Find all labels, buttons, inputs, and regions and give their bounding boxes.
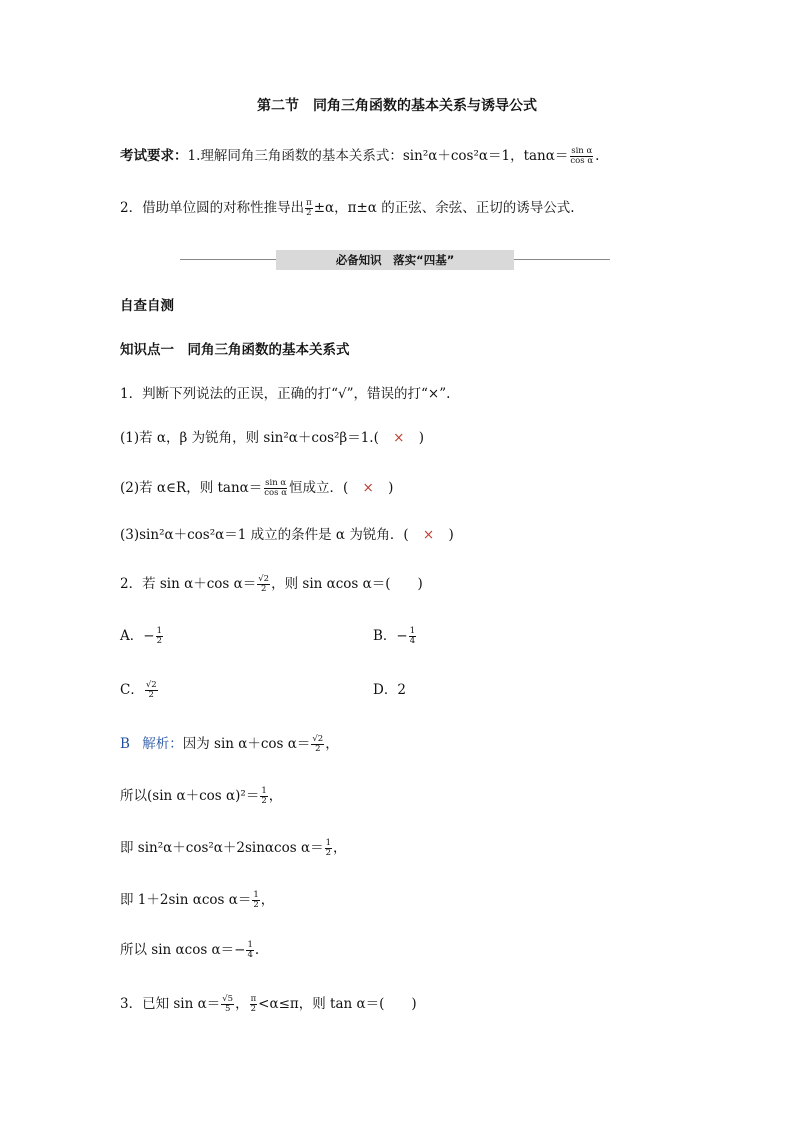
fraction: $\frac{1}{2}$ xyxy=(253,890,259,910)
question-2-options-row-1 xyxy=(120,626,164,646)
solution-line-2: 所以(sin α＋cos α)²＝ $\frac{1}{2}$ ， xyxy=(120,786,283,806)
solution-label: 解析： xyxy=(142,736,183,752)
wrong-mark: × xyxy=(393,430,405,446)
page-title: 第二节 同角三角函数的基本关系与诱导公式 xyxy=(257,98,537,114)
fraction: $\frac{√2}{2}$ xyxy=(258,574,270,594)
question-2-stem: 2．若 sin α＋cos α＝ $\frac{√2}{2}$ ，则 sin αcos α＝( ) xyxy=(120,574,423,594)
exam-requirement-2: 2．借助单位圆的对称性推导出 $\frac{\pi}{2}$ ±α，π±α 的正弦、余弦、正切的诱导公式. xyxy=(120,198,575,218)
question-1-statement-3: (3)sin²α＋cos²α＝1 成立的条件是 α 为锐角．( × ) xyxy=(120,527,454,543)
option-a: A．− $\frac{1}{2}$ xyxy=(120,626,162,646)
solution-line-1: B 解析：因为 sin α＋cos α＝ $\frac{√2}{2}$ ， xyxy=(120,734,339,754)
requirement-item1: 1.理解同角三角函数的基本关系式：sin²α＋cos²α＝1，tanα＝ xyxy=(187,148,569,164)
solution-line-5: 所以 sin αcos α＝− $\frac{1}{4}$ . xyxy=(120,940,260,960)
requirement-label: 考试要求： xyxy=(120,148,188,164)
option-c: C． $\frac{√2}{2}$ xyxy=(120,680,157,700)
answer-letter: B xyxy=(120,736,130,752)
question-1-stem: 1．判断下列说法的正误，正确的打“√”，错误的打“×”. xyxy=(120,386,451,402)
fraction: $\frac{\pi}{2}$ xyxy=(306,198,312,218)
question-1-statement-2: (2)若 α∈R，则 tanα＝ $\frac{\text{sin α}}{\text{cos α}}$ 恒成立．( × ) xyxy=(120,478,394,498)
fraction: $\frac{\text{sin α}}{\text{cos α}}$ xyxy=(264,478,287,498)
banner-rule-right xyxy=(514,259,610,260)
question-1-statement-1: (1)若 α，β 为锐角，则 sin²α＋cos²β＝1.( × ) xyxy=(120,430,425,446)
self-check-heading: 自查自测 xyxy=(120,298,174,314)
solution-line-3: 即 sin²α＋cos²α＋2sinαcos α＝ $\frac{1}{2}$ ， xyxy=(120,838,347,858)
section-banner xyxy=(180,250,610,270)
option-d: D．2 xyxy=(373,682,406,698)
fraction: $\frac{1}{2}$ xyxy=(325,838,331,858)
wrong-mark: × xyxy=(422,527,435,543)
knowledge-point-heading: 知识点一 同角三角函数的基本关系式 xyxy=(120,342,350,358)
banner-label: 必备知识 落实“四基” xyxy=(276,250,514,270)
exam-requirement-1: 考试要求：1.理解同角三角函数的基本关系式：sin²α＋cos²α＝1，tanα＝ $\frac{\text{sin α}}{\text{cos α}}$ . xyxy=(120,146,600,166)
fraction: $\frac{√2}{2}$ xyxy=(312,734,324,754)
fraction: $\frac{1}{4}$ xyxy=(409,626,416,646)
fraction: $\frac{√5}{5}$ xyxy=(222,994,234,1014)
question-3-stem: 3．已知 sin α＝ $\frac{√5}{5}$ ， $\frac{\pi}{2}$ <α≤π，则 tan α＝( ) xyxy=(120,994,417,1014)
wrong-mark: × xyxy=(362,480,374,496)
fraction: $\frac{\text{sin α}}{\text{cos α}}$ xyxy=(570,146,594,166)
option-b: B．− $\frac{1}{4}$ xyxy=(373,626,416,646)
fraction: $\frac{1}{2}$ xyxy=(156,626,162,646)
banner-rule-left xyxy=(180,259,276,260)
fraction: $\frac{√2}{2}$ xyxy=(145,680,157,700)
solution-line-4: 即 1＋2sin αcos α＝ $\frac{1}{2}$ ， xyxy=(120,890,275,910)
fraction: $\frac{1}{2}$ xyxy=(261,786,267,806)
fraction: $\frac{1}{4}$ xyxy=(247,940,253,960)
fraction: $\frac{\pi}{2}$ xyxy=(250,994,257,1014)
